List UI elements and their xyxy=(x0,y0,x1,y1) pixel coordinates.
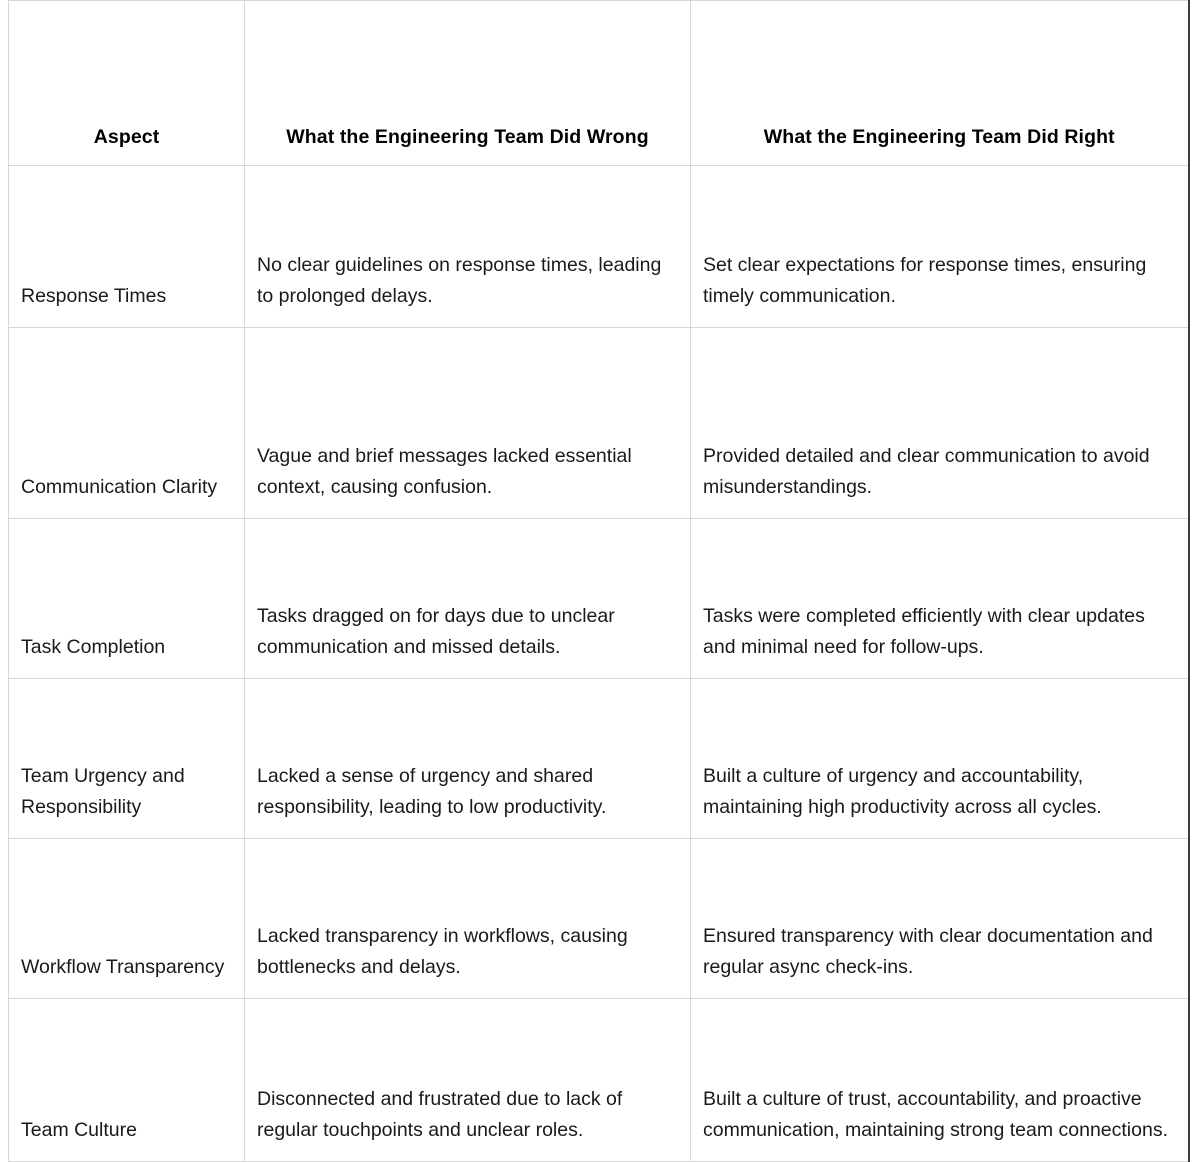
did-wrong-text: Vague and brief messages lacked essential context, causing confusion. xyxy=(257,444,632,499)
aspect-label: Response Times xyxy=(21,285,167,308)
aspect-label: Task Completion xyxy=(21,636,166,659)
comparison-table xyxy=(8,0,1190,1162)
cell-did-wrong xyxy=(245,679,691,839)
column-header-did-right: What the Engineering Team Did Right xyxy=(691,1,1189,166)
did-right-text: Built a culture of trust, accountability, and proactive communication, maintaining strong team connections. xyxy=(703,1087,1168,1142)
aspect-label: Team Urgency and Responsibility xyxy=(21,764,185,819)
table-row xyxy=(9,519,1189,679)
did-wrong-text: Tasks dragged on for days due to unclear communication and missed details. xyxy=(257,604,615,659)
did-wrong-text: Lacked a sense of urgency and shared responsibility, leading to low productivity. xyxy=(257,764,607,819)
cell-aspect xyxy=(9,166,245,328)
table-row xyxy=(9,679,1189,839)
cell-aspect xyxy=(9,999,245,1162)
cell-did-right xyxy=(691,328,1189,519)
did-right-text: Set clear expectations for response times, ensuring timely communication. xyxy=(703,253,1147,308)
did-wrong-text: No clear guidelines on response times, leading to prolonged delays. xyxy=(257,253,662,308)
aspect-label: Communication Clarity xyxy=(21,476,218,499)
cell-did-right xyxy=(691,519,1189,679)
cell-aspect xyxy=(9,839,245,999)
aspect-label: Workflow Transparency xyxy=(21,956,225,979)
cell-did-wrong xyxy=(245,519,691,679)
cell-did-right xyxy=(691,166,1189,328)
cell-did-wrong xyxy=(245,839,691,999)
table-header xyxy=(9,1,1189,166)
cell-did-right xyxy=(691,839,1189,999)
table-row xyxy=(9,999,1189,1162)
table-row xyxy=(9,839,1189,999)
cell-aspect xyxy=(9,328,245,519)
table-row xyxy=(9,328,1189,519)
did-right-text: Provided detailed and clear communication to avoid misunderstandings. xyxy=(703,444,1150,499)
cell-aspect xyxy=(9,679,245,839)
cell-did-right xyxy=(691,679,1189,839)
cell-did-right xyxy=(691,999,1189,1162)
cell-did-wrong xyxy=(245,328,691,519)
did-wrong-text: Lacked transparency in workflows, causing bottlenecks and delays. xyxy=(257,924,628,979)
did-right-text: Tasks were completed efficiently with clear updates and minimal need for follow-ups. xyxy=(703,604,1145,659)
did-right-text: Ensured transparency with clear documentation and regular async check-ins. xyxy=(703,924,1153,979)
cell-did-wrong xyxy=(245,166,691,328)
table-body xyxy=(9,166,1189,1162)
column-header-did-wrong: What the Engineering Team Did Wrong xyxy=(245,1,691,166)
did-wrong-text: Disconnected and frustrated due to lack of regular touchpoints and unclear roles. xyxy=(257,1087,623,1142)
aspect-label: Team Culture xyxy=(21,1119,137,1142)
cell-did-wrong xyxy=(245,999,691,1162)
did-right-text: Built a culture of urgency and accountability, maintaining high productivity across all cycles. xyxy=(703,764,1102,819)
column-header-aspect: Aspect xyxy=(9,1,245,166)
cell-aspect xyxy=(9,519,245,679)
table-row xyxy=(9,166,1189,328)
comparison-table-container xyxy=(8,0,1188,1162)
table-header-row xyxy=(9,1,1189,166)
